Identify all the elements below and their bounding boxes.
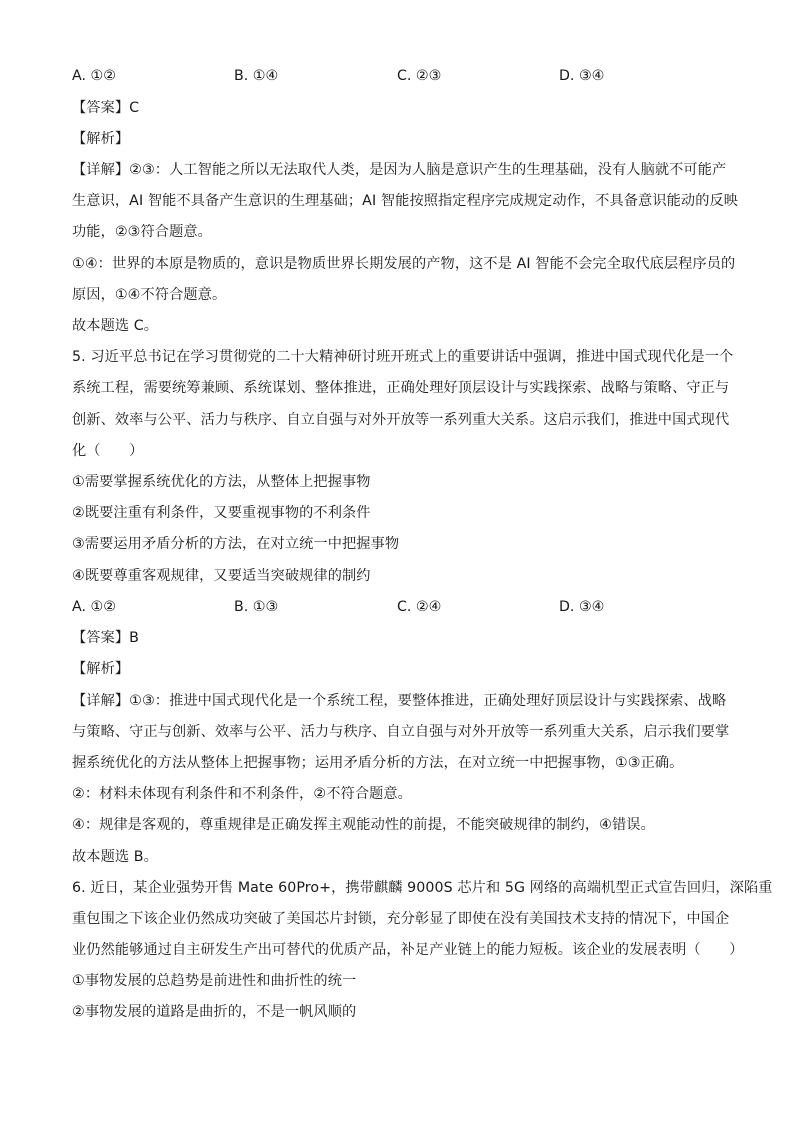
q4-option-b: B. ①④ xyxy=(234,68,279,84)
q5-statement: ①需要掌握系统优化的方法，从整体上把握事物 xyxy=(72,474,371,490)
q4-analysis-label: 【解析】 xyxy=(72,131,130,147)
q5-statement: ④既要尊重客观规律，又要适当突破规律的制约 xyxy=(72,568,371,584)
q5-statement: ③需要运用矛盾分析的方法，在对立统一中把握事物 xyxy=(72,536,400,552)
q4-detail-line: 功能，②③符合题意。 xyxy=(72,224,212,240)
q5-statement: ②既要注重有利条件，又要重视事物的不利条件 xyxy=(72,505,371,521)
q4-detail-line: 故本题选 C。 xyxy=(72,318,159,334)
q5-stem-line: 系统工程，需要统筹兼顾、系统谋划、整体推进，正确处理好顶层设计与实践探索、战略与策略、守正与 xyxy=(72,380,730,396)
q5-detail-line: 故本题选 B。 xyxy=(72,849,158,865)
q5-detail-line: ④：规律是客观的，尊重规律是正确发挥主观能动性的前提，不能突破规律的制约，④错误。 xyxy=(72,817,655,833)
q4-detail-line: 【详解】②③：人工智能之所以无法取代人类，是因为人脑是意识产生的生理基础，没有人脑就不可能产 xyxy=(72,162,727,178)
q5-answer: 【答案】B xyxy=(72,630,139,646)
q6-stem-line: 6. 近日，某企业强势开售 Mate 60Pro+，携带麒麟 9000S 芯片和 5G 网络的高端机型正式宣告回归，深陷重 xyxy=(72,880,773,896)
q4-option-d: D. ③④ xyxy=(559,68,605,84)
q5-detail-line: 与策略、守正与创新、效率与公平、活力与秩序、自立自强与对外开放等一系列重大关系，启示我们要掌 xyxy=(72,724,730,740)
q5-detail-line: 握系统优化的方法从整体上把握事物；运用矛盾分析的方法，在对立统一中把握事物，①③正确。 xyxy=(72,755,684,771)
q5-option-c: C. ②④ xyxy=(397,599,442,615)
q5-option-d: D. ③④ xyxy=(559,599,605,615)
q6-statement: ②事物发展的道路是曲折的，不是一帆风顺的 xyxy=(72,1004,357,1020)
q5-stem-line: 化（ ） xyxy=(72,443,144,459)
q5-option-b: B. ①③ xyxy=(234,599,279,615)
q4-detail-line: 生意识，AI 智能不具备产生意识的生理基础；AI 智能按照指定程序完成规定动作，不具备意识能动的反映 xyxy=(72,193,739,209)
q6-stem-line: 业仍然能够通过自主研发生产出可替代的优质产品，补足产业链上的能力短板。该企业的发展表明（ ） xyxy=(72,942,744,958)
q4-option-a: A. ①② xyxy=(72,68,116,84)
q5-option-a: A. ①② xyxy=(72,599,116,615)
q5-stem-line: 5. 习近平总书记在学习贯彻党的二十大精神研讨班开班式上的重要讲话中强调，推进中国式现代化是一个 xyxy=(72,349,734,365)
q5-stem-line: 创新、效率与公平、活力与秩序、自立自强与对外开放等一系列重大关系。这启示我们，推进中国式现代 xyxy=(72,412,730,428)
q4-detail-line: 原因，①④不符合题意。 xyxy=(72,287,227,303)
q5-analysis-label: 【解析】 xyxy=(72,661,130,677)
q5-detail-line: ②：材料未体现有利条件和不利条件，②不符合题意。 xyxy=(72,786,412,802)
q6-stem-line: 重包围之下该企业仍然成功突破了美国芯片封锁，充分彰显了即使在没有美国技术支持的情况下，中国企 xyxy=(72,911,730,927)
q4-detail-line: ①④：世界的本原是物质的，意识是物质世界长期发展的产物，这不是 AI 智能不会完全取代底层程序员的 xyxy=(72,256,736,272)
q4-option-c: C. ②③ xyxy=(397,68,442,84)
q5-detail-line: 【详解】①③：推进中国式现代化是一个系统工程，要整体推进，正确处理好顶层设计与实践探索、战略 xyxy=(72,693,727,709)
q6-statement: ①事物发展的总趋势是前进性和曲折性的统一 xyxy=(72,973,357,989)
q4-answer: 【答案】C xyxy=(72,100,140,116)
